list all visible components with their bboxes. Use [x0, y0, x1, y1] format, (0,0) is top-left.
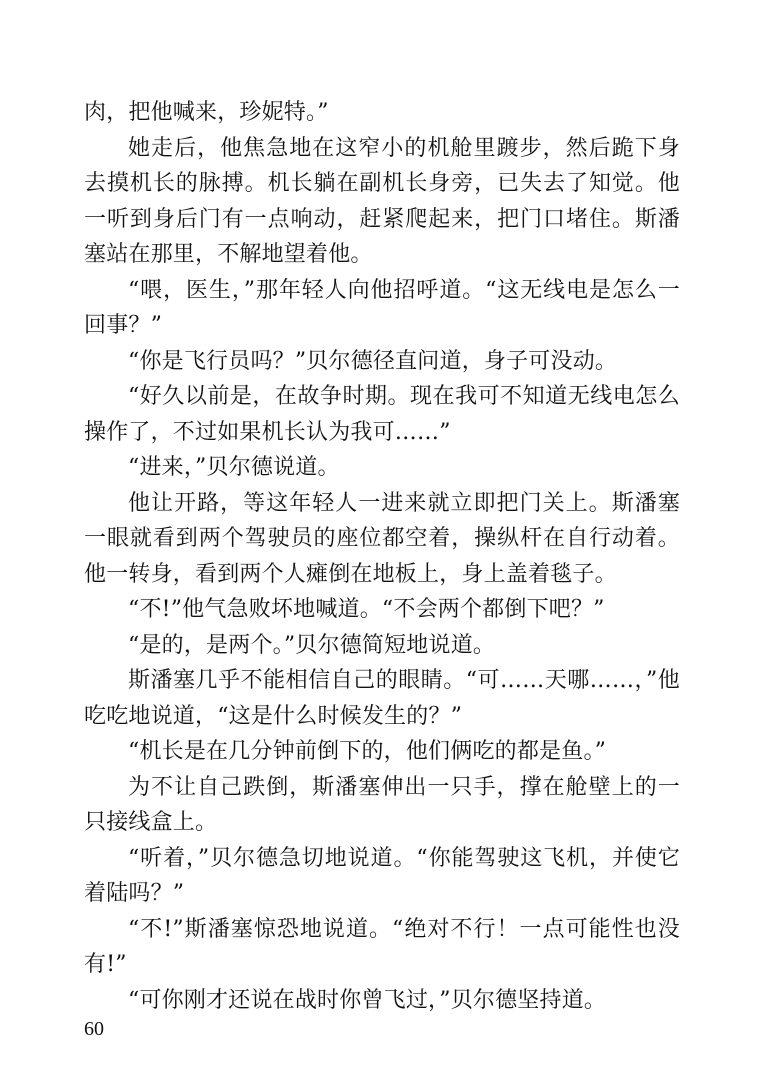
body-text: [84, 95, 680, 1018]
paragraph: 为不让自己跌倒，斯潘塞伸出一只手，撑在舱壁上的一只接线盒上。: [84, 774, 680, 835]
paragraph: “不!”斯潘塞惊恐地说道。“绝对不行！一点可能性也没有!”: [84, 916, 680, 977]
paragraph: 斯潘塞几乎不能相信自己的眼睛。“可……天哪……，”他吃吃地说道，“这是什么时候发生的？”: [84, 668, 680, 729]
paragraph: “可你刚才还说在战时你曾飞过，”贝尔德坚持道。: [128, 987, 607, 1013]
paragraph: “听着，”贝尔德急切地说道。“你能驾驶这飞机，并使它着陆吗？”: [84, 845, 680, 906]
paragraph: 她走后，他焦急地在这窄小的机舱里踱步，然后跪下身去摸机长的脉搏。机长躺在副机长身旁，已失去了知觉。他一听到身后门有一点响动，赶紧爬起来，把门口堵住。斯潘塞站在那里，不解地望着他。: [84, 135, 680, 267]
paragraph: “机长是在几分钟前倒下的，他们俩吃的都是鱼。”: [128, 739, 607, 764]
paragraph: “进来，”贝尔德说道。: [128, 455, 340, 480]
paragraph: “好久以前是，在故争时期。现在我可不知道无线电怎么操作了，不过如果机长认为我可……”: [84, 384, 680, 445]
paragraph: “是的，是两个。”贝尔德简短地说道。: [128, 632, 496, 658]
paragraph: “你是飞行员吗？”贝尔德径直问道，身子可没动。: [128, 348, 618, 374]
paragraph: 肉，把他喊来，珍妮特。”: [84, 100, 329, 125]
paragraph: 他让开路，等这年轻人一进来就立即把门关上。斯潘塞一眼就看到两个驾驶员的座位都空着，操纵杆在自行动着。他一转身，看到两个人瘫倒在地板上，身上盖着毯子。: [84, 490, 680, 587]
paragraph: “不!”他气急败坏地喊道。“不会两个都倒下吧？”: [128, 597, 605, 622]
paragraph: “喂，医生，”那年轻人向他招呼道。“这无线电是怎么一回事？”: [84, 277, 680, 338]
page-number: 60: [84, 1018, 104, 1040]
